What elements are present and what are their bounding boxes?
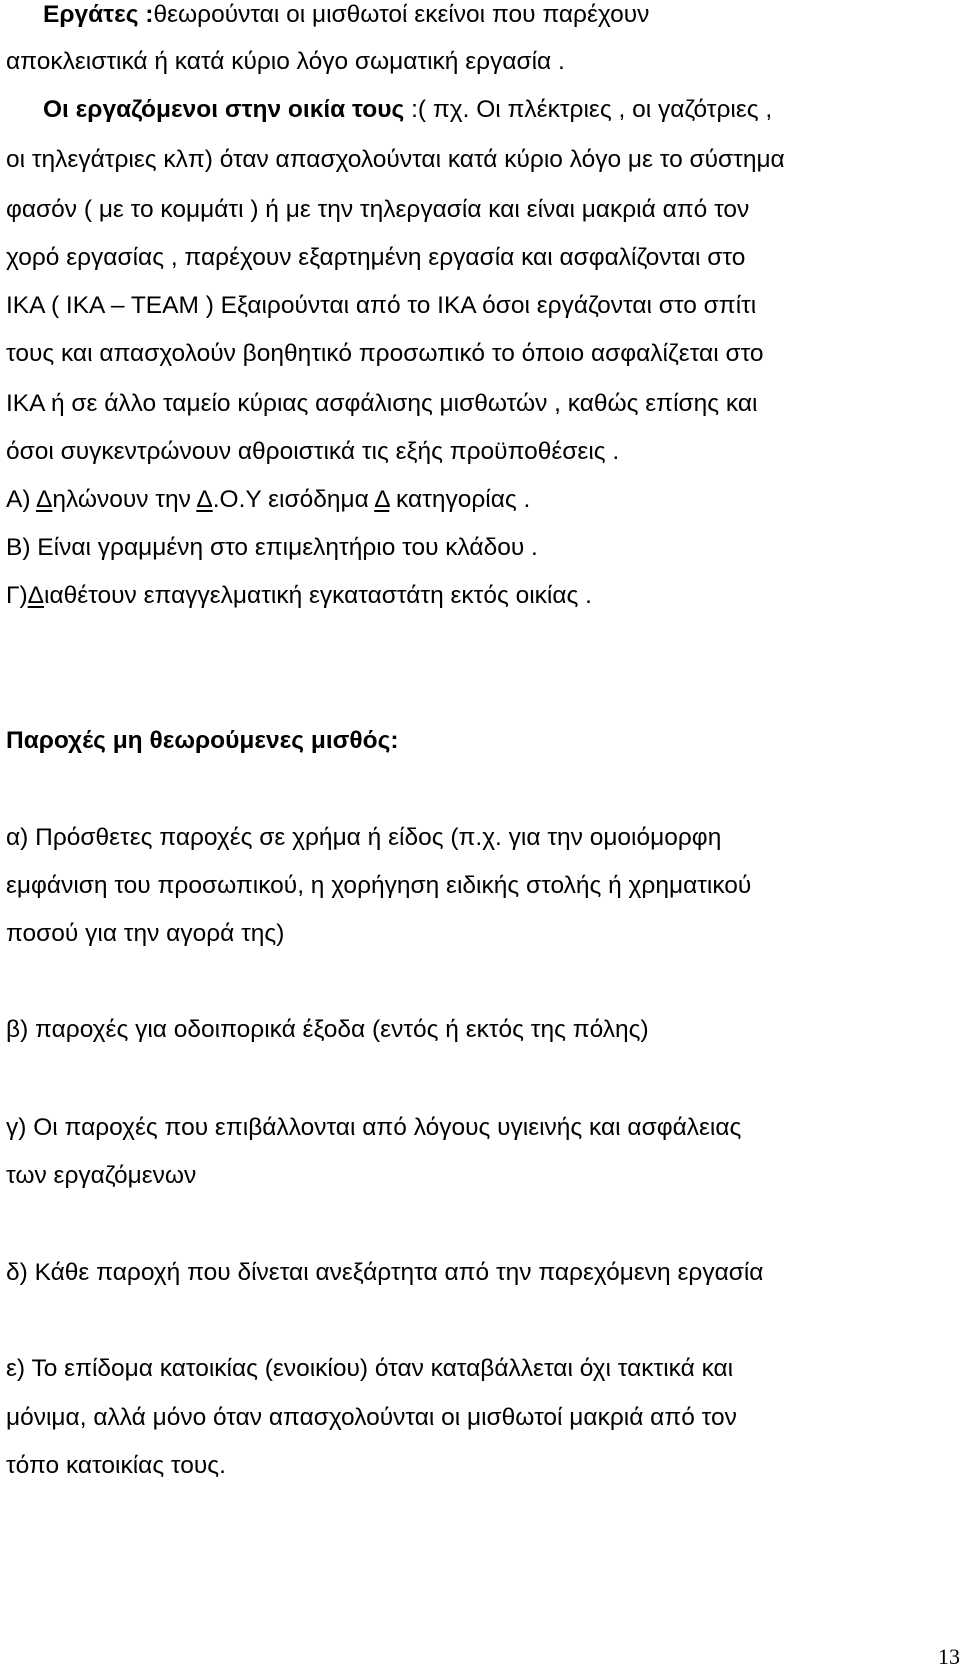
list-item-e-line: ε) Το επίδομα κατοικίας (ενοικίου) όταν καταβάλλεται όχι τακτικά και [6, 1355, 734, 1382]
list-item-c-line: γ) Οι παροχές που επιβάλλονται από λόγους υγιεινής και ασφάλειας [6, 1114, 742, 1141]
link-delta[interactable]: Δ [196, 486, 213, 513]
link-delta[interactable]: Δ [374, 486, 390, 513]
section-heading: Παροχές μη θεωρούμενες μισθός: [6, 727, 399, 754]
workers-line-2: αποκλειστικά ή κατά κύριο λόγο σωματική εργασία . [6, 48, 565, 75]
home-workers-line-1 [43, 95, 772, 125]
paragraph-line: τους και απασχολούν βοηθητικό προσωπικό το όποιο ασφαλίζεται στο [6, 340, 764, 367]
paragraph-line: ΙΚΑ ( ΙΚΑ – ΤΕΑΜ ) Εξαιρούνται από το ΙΚΑ όσοι εργάζονται στο σπίτι [6, 292, 757, 319]
list-item-e-line: μόνιμα, αλλά μόνο όταν απασχολούνται οι μισθωτοί μακριά από τον [6, 1404, 737, 1431]
list-item-e-line: τόπο κατοικίας τους. [6, 1452, 226, 1479]
condition-a: Α) Δηλώνουν την Δ.Ο.Υ εισόδημα Δ κατηγορίας . [6, 486, 531, 513]
list-item-a-line: ποσού για την αγορά της) [6, 920, 285, 947]
workers-definition: θεωρούνται οι μισθωτοί εκείνοι που παρέχουν [153, 1, 650, 28]
paragraph-line: όσοι συγκεντρώνουν αθροιστικά τις εξής προϋποθέσεις . [6, 438, 620, 465]
paragraph-line: φασόν ( με το κομμάτι ) ή με την τηλεργασία και είναι μακριά από τον [6, 196, 750, 223]
term-workers: Εργάτες : [43, 1, 154, 28]
condition-b: Β) Είναι γραμμένη στο επιμελητήριο του κλάδου . [6, 534, 538, 561]
page-number: 13 [938, 1644, 960, 1669]
list-item-c-line: των εργαζόμενων [6, 1162, 197, 1189]
paragraph-line: ΙΚΑ ή σε άλλο ταμείο κύριας ασφάλισης μισθωτών , καθώς επίσης και [6, 390, 758, 417]
link-delta[interactable]: Δ [27, 582, 45, 609]
link-delta[interactable]: Δ [35, 486, 53, 513]
paragraph-line: χορό εργασίας , παρέχουν εξαρτημένη εργασία και ασφαλίζονται στο [6, 244, 746, 271]
list-item-a-line: α) Πρόσθετες παροχές σε χρήμα ή είδος (π.χ. για την ομοιόμορφη [6, 824, 722, 851]
term-home-workers: Οι εργαζόμενοι στην οικία τους [43, 96, 405, 123]
condition-c: Γ)Διαθέτουν επαγγελματική εγκαταστάτη εκτός οικίας . [6, 582, 592, 609]
list-item-d: δ) Κάθε παροχή που δίνεται ανεξάρτητα από την παρεχόμενη εργασία [6, 1259, 764, 1286]
list-item-b: β) παροχές για οδοιπορικά έξοδα (εντός ή εκτός της πόλης) [6, 1016, 649, 1043]
workers-line-1 [43, 0, 649, 30]
paragraph-line: οι τηλεγάτριες κλπ) όταν απασχολούνται κατά κύριο λόγο με το σύστημα [6, 146, 785, 173]
list-item-a-line: εμφάνιση του προσωπικού, η χορήγηση ειδικής στολής ή χρηματικού [6, 872, 752, 899]
home-workers-text: :( πχ. Οι πλέκτριες , οι γαζότριες , [404, 96, 773, 123]
